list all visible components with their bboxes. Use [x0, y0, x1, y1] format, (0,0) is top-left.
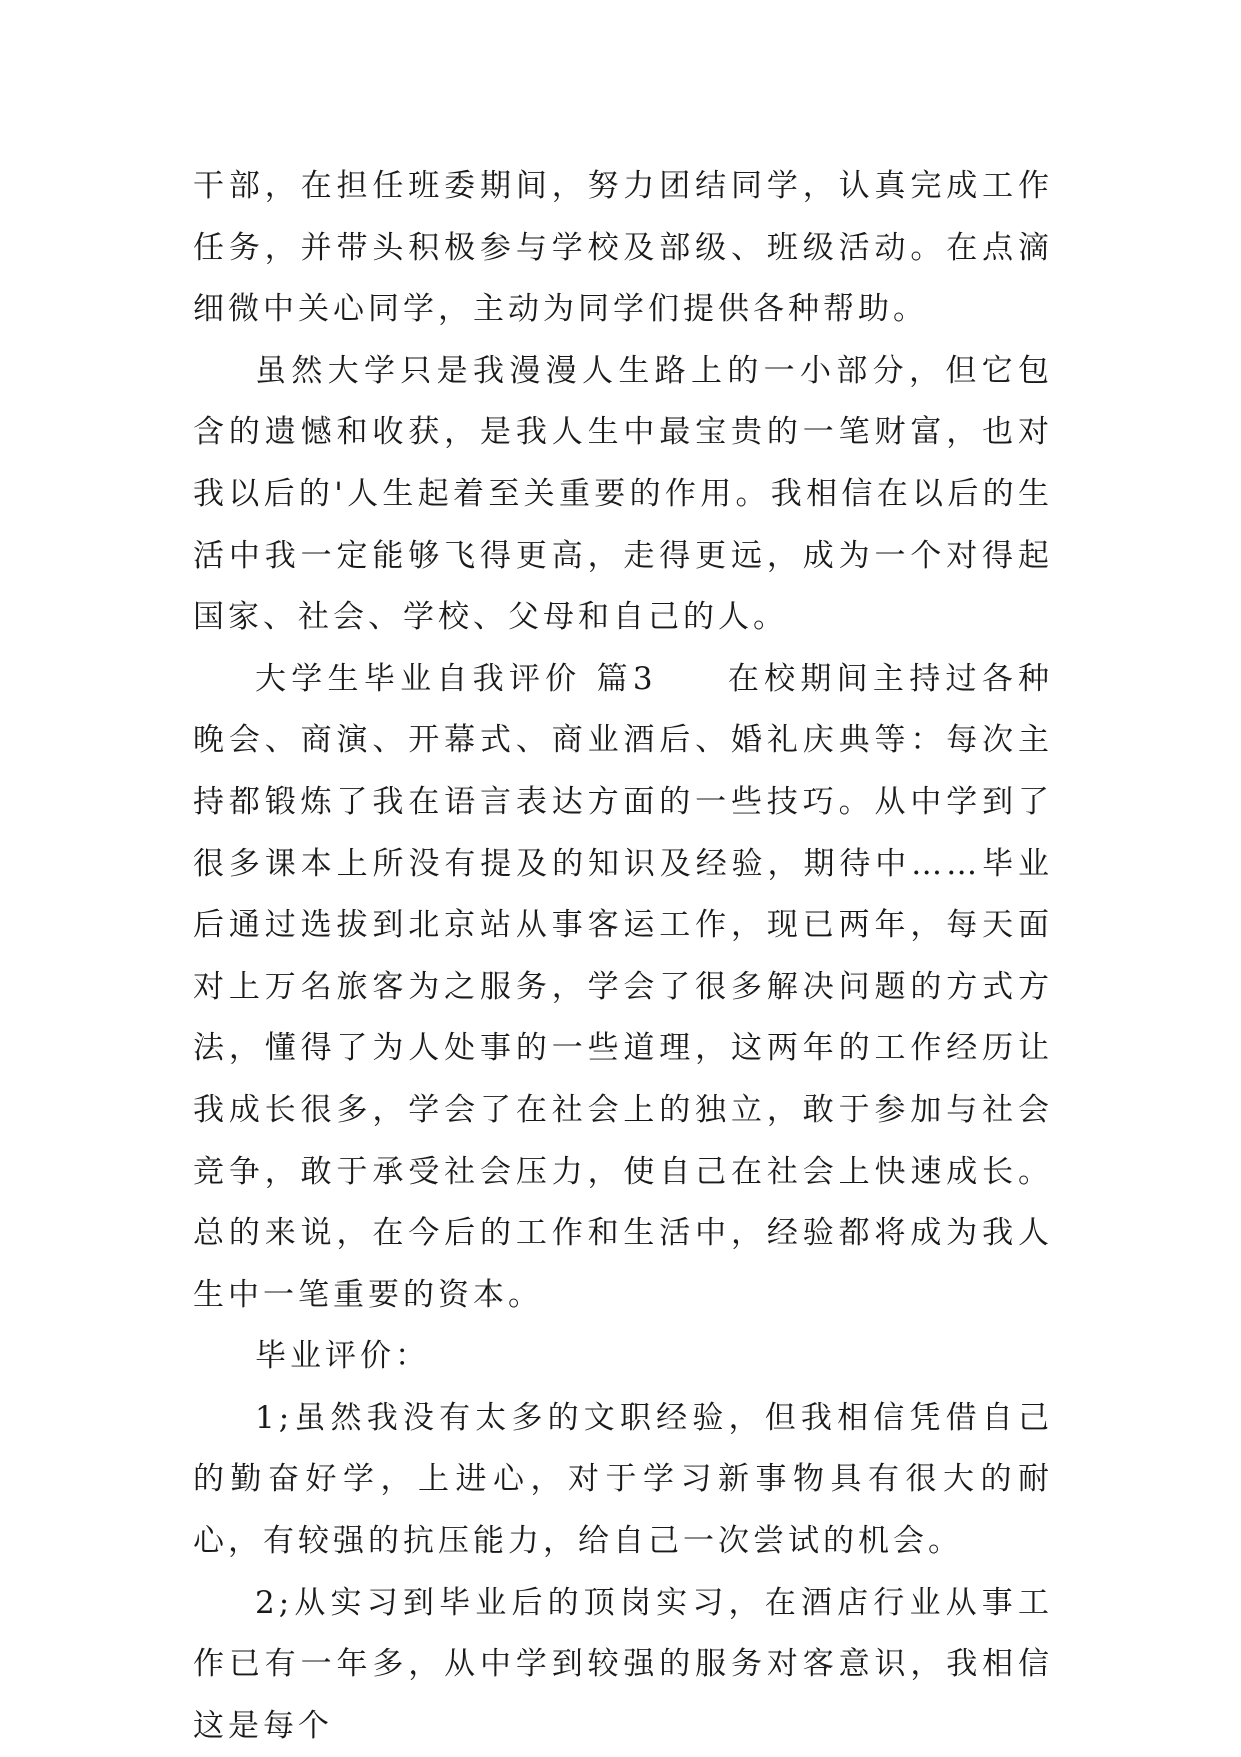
section-3-body: 在校期间主持过各种晚会、商演、开幕式、商业酒后、婚礼庆典等：每次主持都锻炼了我在语言表达方面的一些技巧。从中学到了很多课本上所没有提及的知识及经验，期待中……毕业后通过选拔到北京站从事客运工作，现已两年，每天面对上万名旅客为之服务，学会了很多解决问题的方式方法，懂得了为人处事的一些道理，这两年的工作经历让我成长很多，学会了在社会上的独立，敢于参加与社会竞争，敢于承受社会压力，使自己在社会上快速成长。总的来说，在今后的工作和生活中，经验都将成为我人生中一笔重要的资本。	[193, 660, 1054, 1313]
paragraph-university-summary: 虽然大学只是我漫漫人生路上的一小部分，但它包含的遗憾和收获，是我人生中最宝贵的一笔财富，也对我以后的'人生起着至关重要的作用。我相信在以后的生活中我一定能够飞得更高，走得更远，成为一个对得起国家、社会、学校、父母和自己的人。	[193, 352, 1053, 636]
section-heading: 大学生毕业自我评价 篇3	[255, 660, 657, 697]
document-page	[193, 156, 1053, 1757]
paragraph-section-3	[193, 649, 1053, 1327]
paragraph-continuation: 干部，在担任班委期间，努力团结同学，认真完成工作任务，并带头积极参与学校及部级、班级活动。在点滴细微中关心同学，主动为同学们提供各种帮助。	[193, 168, 1053, 328]
paragraph-point-2: 2;从实习到毕业后的顶岗实习，在酒店行业从事工作已有一年多，从中学到较强的服务对客意识，我相信这是每个	[193, 1584, 1053, 1744]
paragraph-point-1: 1;虽然我没有太多的文职经验，但我相信凭借自己的勤奋好学，上进心，对于学习新事物具有很大的耐心，有较强的抗压能力，给自己一次尝试的机会。	[193, 1399, 1053, 1560]
paragraph-graduation-evaluation-label: 毕业评价：	[255, 1338, 430, 1375]
